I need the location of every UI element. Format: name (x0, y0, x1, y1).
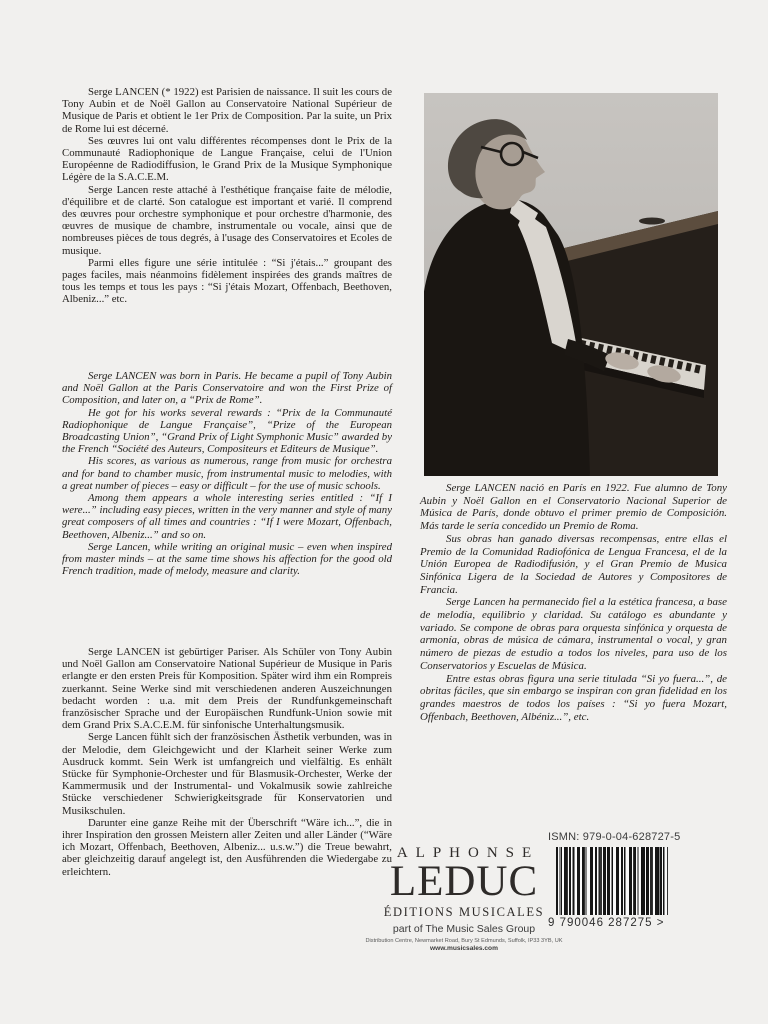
german-paragraph-3: Darunter eine ganze Reihe mit der Überschrift “Wäre ich...”, die in ihrer Inspiration den grossen Meistern aller Zeiten und aller Länder (“Wäre ich Mozart, Offenbach, Beethoven, Albeniz... u.s.w.”) die Treue bewahrt, aber gleichzeitig darauf angelegt ist, den Ausführenden die Wiedergabe zu erleichtern. (62, 816, 392, 878)
german-bio-section (62, 646, 392, 878)
spanish-paragraph-1: Serge LANCEN nació en París en 1922. Fue alumno de Tony Aubin y Noël Gallon en el Conservatorio Nacional Superior de Música de París, donde obtuvo el primer premio de Composición. Más tarde le sería concedido un Premio de Roma. (420, 482, 727, 533)
ismn-number: ISMN: 979-0-04-628727-5 (548, 831, 681, 843)
french-paragraph-4: Parmi elles figure une série intitulée : “Si j'étais...” groupant des pages faciles, mais néanmoins fidèlement inspirées des grands maîtres de tous les temps et tous les pays : “Si j'étais Mozart, Offenbach, Beethoven, Albeniz...” etc. (62, 256, 392, 306)
publisher-name-main: LEDUC (389, 858, 539, 905)
english-paragraph-2: He got for his works several rewards : “Prix de la Communauté Radiophonique de Langue Française”, “Prize of the European Broadcasting Union”, “Grand Prix of Light Symphonic Music” awarded by the French “Société des Auteurs, Compositeurs et Editeurs de Musique”. (62, 406, 392, 456)
publisher-name-top: ALPHONSE (396, 845, 540, 861)
english-paragraph-4: Among them appears a whole interesting series entitled : “If I were...” including easy pieces, written in the very manner and style of many great composers of all times and countries : “If I were Mozart, Offenbach, Beethoven, Albeniz...” and so on. (62, 492, 392, 541)
spanish-paragraph-2: Sus obras han ganado diversas recompensas, entre ellas el Premio de la Comunidad Radiofónica de Lengua Francesa, el de la Unión Europea de Radiodifusión, y el Gran Premio de Musica Sinfónica Ligera de la Sociedad de Autores y Compositores de Francia. (420, 532, 727, 596)
publisher-group-line: part of The Music Sales Group (392, 923, 536, 935)
french-paragraph-1: Serge LANCEN (* 1922) est Parisien de naissance. Il suit les cours de Tony Aubin et de Noël Gallon au Conservatoire National Supérieur de Musique de Paris et obtient le 1er Prix de Composition. Par la suite, un Prix de Rome lui est décerné. (62, 86, 392, 135)
french-bio-section (62, 86, 392, 306)
english-paragraph-3: His scores, as various as numerous, range from music for orchestra and for band to chamber music, from instrumental music to melodies, with a great number of pieces – easy or difficult – for the use of music schools. (62, 455, 392, 492)
spanish-paragraph-3: Serge Lancen ha permanecido fiel a la estética francesa, a base de melodía, equilibrio y claridad. Su catálogo es abundante y variado. Se compone de obras para orquesta sinfónica y orquesta de armonía, obras de música de cámara, instrumental o vocal, y gran número de piezas de estudio a todos los niveles, para uso de los Conservatorios y Escuelas de Música. (420, 596, 727, 672)
barcode (556, 847, 668, 915)
publisher-logo (360, 845, 568, 952)
barcode-number: 9 790046 287275 > (548, 917, 665, 929)
ismn-barcode-block (548, 831, 760, 929)
composer-photo (424, 93, 718, 476)
english-bio-section (62, 370, 392, 577)
publisher-subtitle: ÉDITIONS MUSICALES (383, 905, 545, 919)
publisher-address: Distribution Centre, Newmarket Road, Bury St Edmunds, Suffolk, IP33 3YB, UK (365, 938, 563, 944)
spanish-bio-section (420, 482, 727, 723)
german-paragraph-2: Serge Lancen fühlt sich der französischen Ästhetik verbunden, was in der Melodie, dem Gleichgewicht und der Klarheit seiner Werke zum Ausdruck kommt. Sein Werk ist umfangreich und vielfältig. Es enhält Stücke für Symphonie-Orchester und für Blasmusik-Orchester, Werke der Kammermusik und der Instrumental- und Vokalmusik sowie zahlreiche Stücke verschiedener Schwierigkeitsgrade für Konservatorien und Musikschulen. (62, 731, 392, 817)
publisher-website: www.musicsales.com (430, 945, 498, 952)
english-paragraph-5: Serge Lancen, while writing an original music – even when inspired from master minds – at the same time shows his affection for the good old French tradition, made of melody, measure and clarity. (62, 540, 392, 578)
spanish-paragraph-4: Entre estas obras figura una serie titulada “Si yo fuera...”, de obritas fáciles, que sin embargo se inspiran con gran fidelidad en los grandes maestros de todos los países : “Si yo fuera Mozart, Offenbach, Beethoven, Albéniz...”, etc. (420, 672, 727, 723)
english-paragraph-1: Serge LANCEN was born in Paris. He became a pupil of Tony Aubin and Noël Gallon at the Paris Conservatoire and won the First Prize of Composition, and later on, a “Prix de Rome”. (62, 370, 392, 407)
german-paragraph-1: Serge LANCEN ist gebürtiger Pariser. Als Schüler von Tony Aubin und Noël Gallon am Conservatoire National Supérieur de Musique in Paris erlangte er den ersten Preis für Komposition. Später wird ihm ein Rompreis zuerkannt. Seine Werke sind mit verschiedenen anderen Auszeichnungen bedacht worden : u.a. mit dem Preis der Rundfunkgemeinschaft französischer Sprache und der Europäischen Rundfunk-Union sowie mit dem Grand Prix S.A.C.E.M. für sinfonische Unterhaltungsmusik. (62, 646, 392, 732)
french-paragraph-3: Serge Lancen reste attaché à l'esthétique française faite de mélodie, d'équilibre et de clarté. Son catalogue est important et varié. Il comprend des œuvres pour orchestre symphonique et pour orchestre d'harmonie, des œuvres de musique de chambre, instrumentale ou vocale, ainsi que de nombreuses pièces de tous degrés, à l'usage des Conservatoires et Ecoles de musique. (62, 183, 392, 257)
french-paragraph-2: Ses œuvres lui ont valu différentes récompenses dont le Prix de la Communauté Radiophonique de Langue Française, celui de l'Union Européenne de Radiodiffusion, le Grand Prix de la Musique Symphonique Légère de la S.A.C.E.M. (62, 134, 392, 184)
